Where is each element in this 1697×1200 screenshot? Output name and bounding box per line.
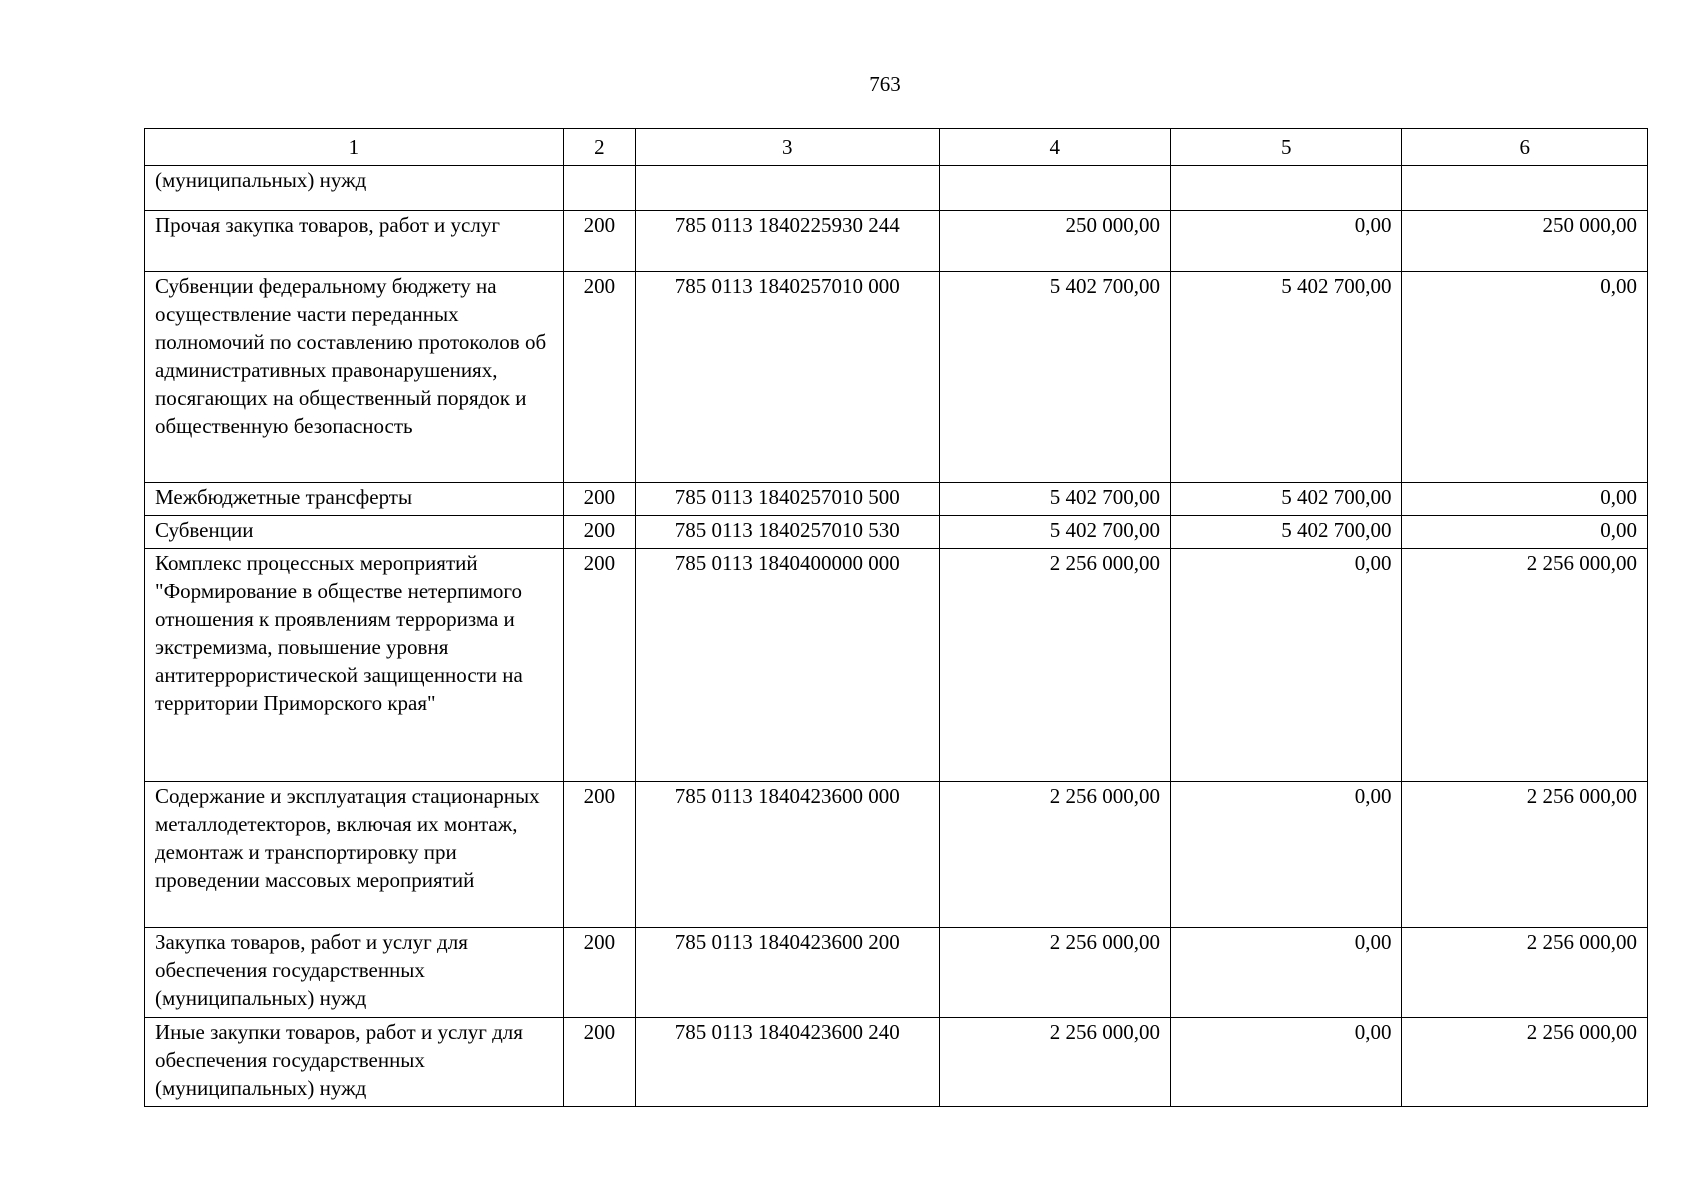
row-code-cell: 200 [563,1018,635,1107]
row-amount-cell: 0,00 [1402,483,1648,516]
row-amount-cell: 0,00 [1171,211,1402,272]
row-amount-cell: 2 256 000,00 [939,1018,1170,1107]
row-amount-cell: 0,00 [1171,1018,1402,1107]
page-number: 763 [869,72,901,96]
row-amount-cell: 250 000,00 [1402,211,1648,272]
row-amount-cell: 2 256 000,00 [939,782,1170,928]
row-kbk-cell: 785 0113 1840257010 000 [635,272,939,483]
row-amount-cell: 2 256 000,00 [1402,549,1648,782]
row-code-cell: 200 [563,928,635,1018]
row-kbk-cell: 785 0113 1840257010 500 [635,483,939,516]
table-row [145,211,1648,272]
row-code-cell: 200 [563,516,635,549]
row-name-cell: (муниципальных) нужд [145,166,564,211]
row-code-cell: 200 [563,483,635,516]
column-header-6: 6 [1402,129,1648,166]
row-name-cell: Субвенции федеральному бюджету на осуществление части переданных полномочий по составлению протоколов об административных правонарушениях, посягающих на общественный порядок и общественную безопасность [145,272,564,483]
row-kbk-cell: 785 0113 1840423600 240 [635,1018,939,1107]
row-kbk-cell: 785 0113 1840400000 000 [635,549,939,782]
row-amount-cell: 2 256 000,00 [1402,782,1648,928]
row-amount-cell: 0,00 [1171,782,1402,928]
table-row [145,782,1648,928]
column-header-1: 1 [145,129,564,166]
table-row [145,1018,1648,1107]
column-header-2: 2 [563,129,635,166]
row-amount-cell: 2 256 000,00 [1402,1018,1648,1107]
row-amount-cell: 250 000,00 [939,211,1170,272]
row-amount-cell [1171,166,1402,211]
row-code-cell: 200 [563,782,635,928]
table-row [145,483,1648,516]
row-amount-cell: 2 256 000,00 [939,928,1170,1018]
row-amount-cell: 0,00 [1171,549,1402,782]
row-name-cell: Комплекс процессных мероприятий "Формирование в обществе нетерпимого отношения к проявлениям терроризма и экстремизма, повышение уровня антитеррористической защищенности на территории Приморского края" [145,549,564,782]
row-amount-cell: 0,00 [1171,928,1402,1018]
row-code-cell: 200 [563,549,635,782]
row-amount-cell: 2 256 000,00 [939,549,1170,782]
row-kbk-cell: 785 0113 1840225930 244 [635,211,939,272]
row-kbk-cell [635,166,939,211]
row-amount-cell: 5 402 700,00 [1171,516,1402,549]
row-name-cell: Межбюджетные трансферты [145,483,564,516]
row-name-cell: Закупка товаров, работ и услуг для обеспечения государственных (муниципальных) нужд [145,928,564,1018]
budget-table [144,128,1648,1107]
table-row [145,928,1648,1018]
table-header-row [145,129,1648,166]
row-code-cell: 200 [563,272,635,483]
row-kbk-cell: 785 0113 1840423600 200 [635,928,939,1018]
row-amount-cell: 5 402 700,00 [939,516,1170,549]
row-amount-cell: 5 402 700,00 [939,272,1170,483]
row-kbk-cell: 785 0113 1840257010 530 [635,516,939,549]
table-row [145,166,1648,211]
row-name-cell: Субвенции [145,516,564,549]
table-row [145,516,1648,549]
row-amount-cell: 5 402 700,00 [1171,272,1402,483]
row-amount-cell: 2 256 000,00 [1402,928,1648,1018]
row-name-cell: Иные закупки товаров, работ и услуг для обеспечения государственных (муниципальных) нужд [145,1018,564,1107]
column-header-3: 3 [635,129,939,166]
row-amount-cell: 5 402 700,00 [1171,483,1402,516]
column-header-5: 5 [1171,129,1402,166]
row-amount-cell [1402,166,1648,211]
table-row [145,272,1648,483]
row-amount-cell: 5 402 700,00 [939,483,1170,516]
row-name-cell: Прочая закупка товаров, работ и услуг [145,211,564,272]
row-code-cell [563,166,635,211]
row-code-cell: 200 [563,211,635,272]
row-name-cell: Содержание и эксплуатация стационарных металлодетекторов, включая их монтаж, демонтаж и транспортировку при проведении массовых мероприятий [145,782,564,928]
row-amount-cell [939,166,1170,211]
row-kbk-cell: 785 0113 1840423600 000 [635,782,939,928]
table-row [145,549,1648,782]
column-header-4: 4 [939,129,1170,166]
row-amount-cell: 0,00 [1402,272,1648,483]
row-amount-cell: 0,00 [1402,516,1648,549]
